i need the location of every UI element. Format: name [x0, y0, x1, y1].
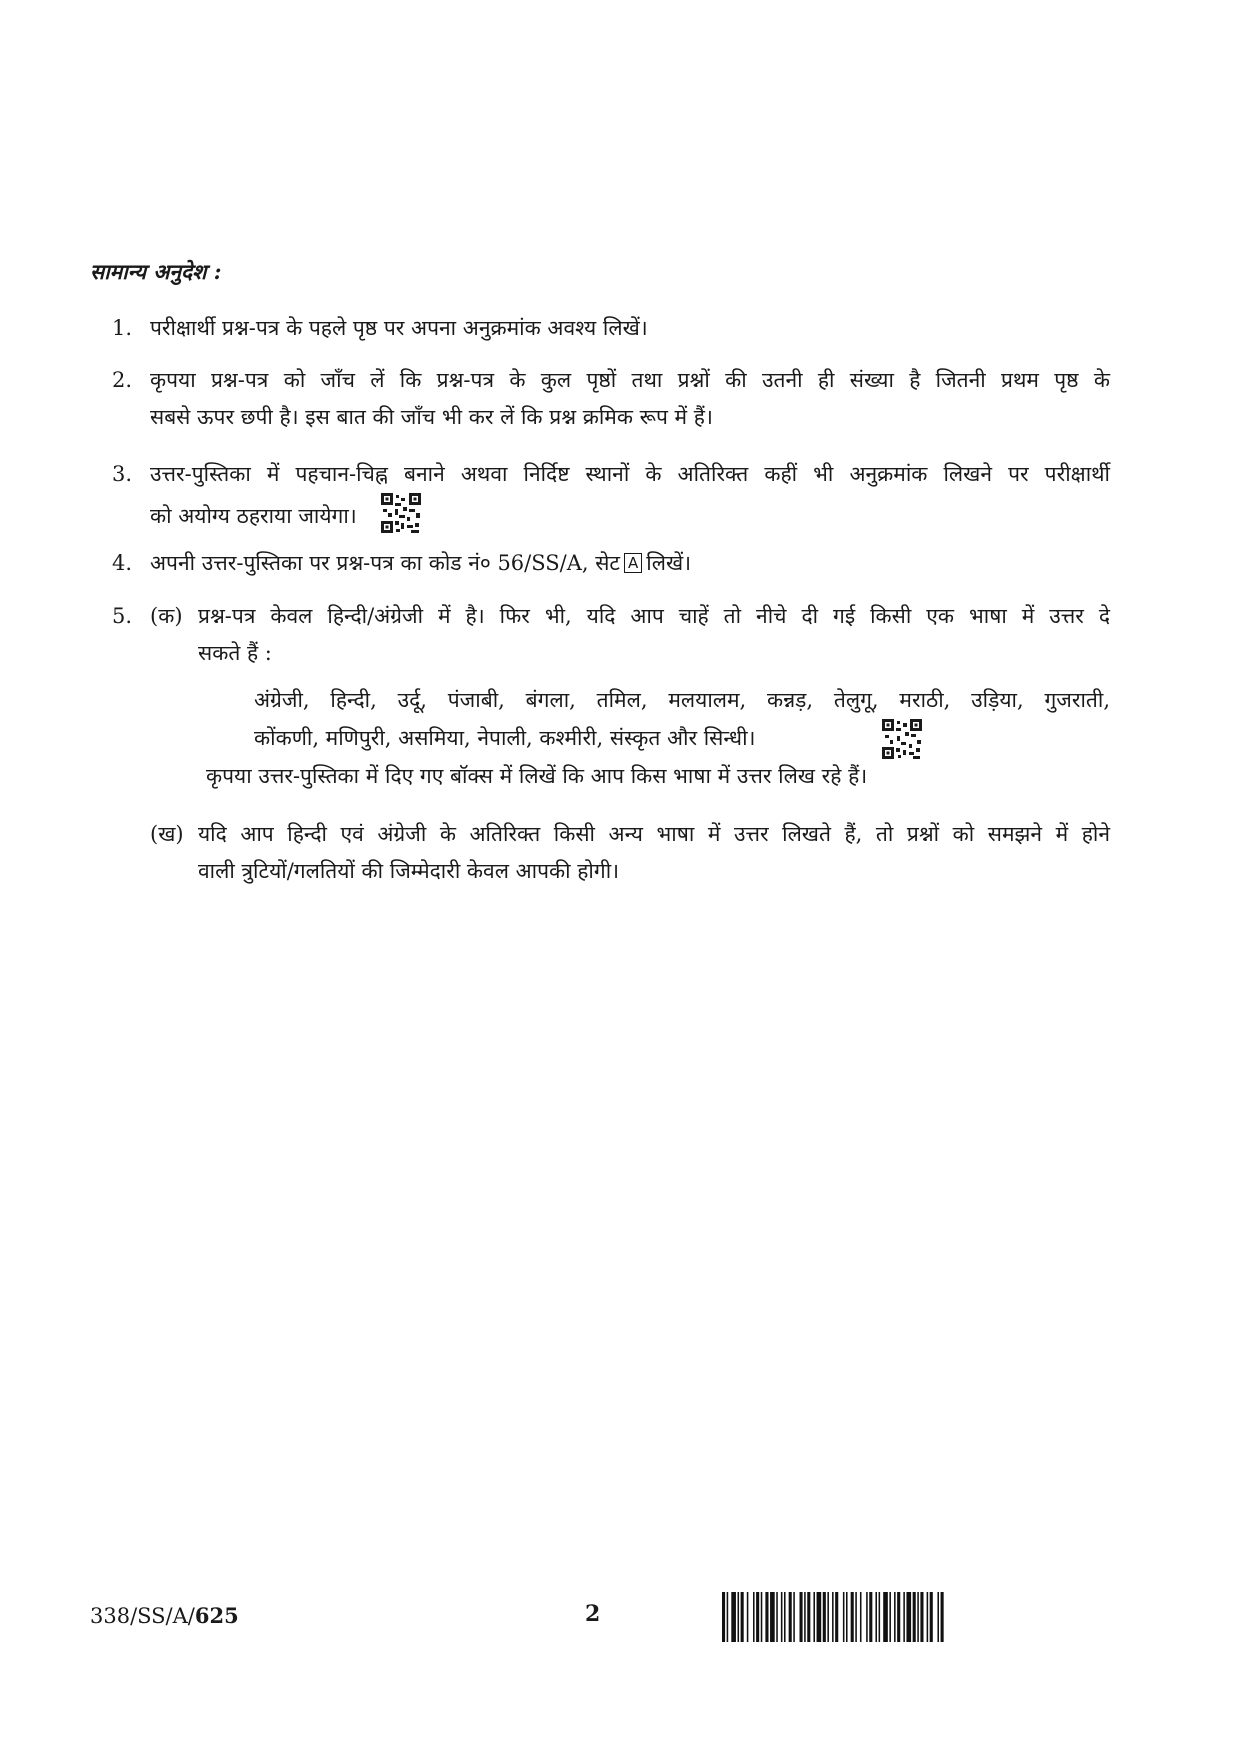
part-ka-line-2: सकते हैं : [198, 641, 272, 665]
barcode-bar [879, 1592, 881, 1642]
page-number: 2 [585, 1601, 601, 1627]
qr-code-icon [882, 719, 922, 759]
languages-line-2-wrap [254, 719, 1110, 759]
barcode-bar [917, 1592, 919, 1642]
barcode-bar [855, 1592, 857, 1642]
barcode-bar [941, 1592, 944, 1642]
set-letter-box: A [624, 553, 642, 573]
barcode-bar [800, 1592, 803, 1642]
barcode-bar [897, 1592, 900, 1642]
languages-line-2: कोंकणी, मणिपुरी, असमिया, नेपाली, कश्मीरी, संस्कृत और सिन्धी। [254, 726, 756, 750]
barcode-bar [843, 1592, 845, 1642]
barcode-bar [770, 1592, 775, 1642]
barcode-bar [727, 1592, 729, 1642]
barcode-bar [781, 1592, 783, 1642]
box-instruction: कृपया उत्तर-पुस्तिका में दिए गए बॉक्स में लिखें कि आप किस भाषा में उत्तर लिख रहे हैं। [206, 764, 868, 788]
barcode-icon [720, 1592, 1002, 1642]
qr-code-icon [381, 493, 421, 533]
barcode-bar [883, 1592, 888, 1642]
item-number: 2. [112, 368, 133, 392]
paper-code [90, 1603, 239, 1628]
barcode-bar [813, 1592, 815, 1642]
barcode-bar [920, 1592, 923, 1642]
item-number: 5. [112, 604, 133, 628]
part-kha-line-2: वाली त्रुटियों/गलतियों की जिम्मेदारी केवल आपकी होगी। [198, 859, 620, 883]
item-text-line-2: सबसे ऊपर छपी है। इस बात की जाँच भी कर लें कि प्रश्न क्रमिक रूप में हैं। [150, 405, 713, 429]
item-text-line-2-wrap [150, 493, 1110, 535]
barcode-bar [789, 1592, 792, 1642]
instruction-item-1 [112, 310, 1112, 350]
item-number: 4. [112, 551, 133, 575]
barcode-bar [889, 1592, 891, 1642]
item-text-line-1: उत्तर-पुस्तिका में पहचान-चिह्न बनाने अथवा निर्दिष्ट स्थानों के अतिरिक्त कहीं भी अनुक्रमांक लिखने पर परीक्षार्थी [150, 462, 1110, 486]
barcode-bar [722, 1592, 725, 1642]
barcode-bar [903, 1592, 905, 1642]
barcode-bar [827, 1592, 829, 1642]
barcode-bar [747, 1592, 749, 1642]
barcode-bar [793, 1592, 795, 1642]
barcode-bar [765, 1592, 768, 1642]
barcode-bar [761, 1592, 763, 1642]
item-text-before: अपनी उत्तर-पुस्तिका पर प्रश्न-पत्र का कोड नं० 56/SS/A, सेट [150, 551, 621, 575]
barcode-bar [913, 1592, 916, 1642]
languages-line-1: अंग्रेजी, हिन्दी, उर्दू, पंजाबी, बंगला, तमिल, मलयालम, कन्नड़, तेलुगू, मराठी, उड़िया, गुजराती, [254, 688, 1110, 712]
item-text-after: लिखें। [646, 551, 692, 575]
barcode-bar [804, 1592, 806, 1642]
languages-list [254, 682, 1110, 759]
item-number: 3. [112, 462, 133, 486]
barcode-bar [851, 1592, 854, 1642]
barcode-bar [866, 1592, 868, 1642]
item-number: 1. [112, 316, 133, 340]
part-kha-line-1: यदि आप हिन्दी एवं अंग्रेजी के अतिरिक्त किसी अन्य भाषा में उत्तर लिखते हैं, तो प्रश्नों को समझने में होने [198, 822, 1110, 846]
barcode-bar [875, 1592, 877, 1642]
barcode-bar [741, 1592, 744, 1642]
barcode-bar [776, 1592, 778, 1642]
part-ka-line-1: प्रश्न-पत्र केवल हिन्दी/अंग्रेजी में है। फिर भी, यदि आप चाहें तो नीचे दी गई किसी एक भाषा में उत्तर दे [198, 604, 1110, 628]
part-ka-label: (क) [150, 604, 183, 628]
item-text [150, 545, 1110, 582]
barcode-bar [906, 1592, 911, 1642]
barcode-bar [937, 1592, 939, 1642]
general-instructions-heading: सामान्य अनुदेश : [90, 259, 222, 284]
item-text-line-1: कृपया प्रश्न-पत्र को जाँच लें कि प्रश्न-पत्र के कुल पृष्ठों तथा प्रश्नों की उतनी ही संख्या है जितनी प्रथम पृष्ठ के [150, 368, 1110, 392]
barcode-bar [846, 1592, 848, 1642]
barcode-bar [738, 1592, 740, 1642]
barcode-bar [894, 1592, 896, 1642]
item-text: परीक्षार्थी प्रश्न-पत्र के पहले पृष्ठ पर अपना अनुक्रमांक अवश्य लिखें। [150, 316, 648, 340]
instruction-item-3 [112, 456, 1112, 536]
barcode-bar [835, 1592, 838, 1642]
instruction-item-4 [112, 545, 1112, 585]
barcode-bar [807, 1592, 810, 1642]
barcode-bar [869, 1592, 872, 1642]
barcode-bar [756, 1592, 759, 1642]
barcode-bar [832, 1592, 834, 1642]
instruction-item-2 [112, 362, 1112, 442]
barcode-bar [784, 1592, 786, 1642]
barcode-bar [860, 1592, 862, 1642]
barcode-bar [823, 1592, 826, 1642]
part-kha-label: (ख) [150, 822, 184, 846]
barcode-bar [927, 1592, 929, 1642]
instruction-item-5 [112, 598, 1112, 898]
barcode-bar [930, 1592, 933, 1642]
paper-code-prefix: 338/SS/A/ [90, 1604, 195, 1628]
item-text-line-2: को अयोग्य ठहराया जायेगा। [150, 504, 357, 528]
barcode-bar [817, 1592, 822, 1642]
barcode-bar [753, 1592, 755, 1642]
paper-code-number: 625 [194, 1603, 239, 1628]
barcode-bar [731, 1592, 736, 1642]
